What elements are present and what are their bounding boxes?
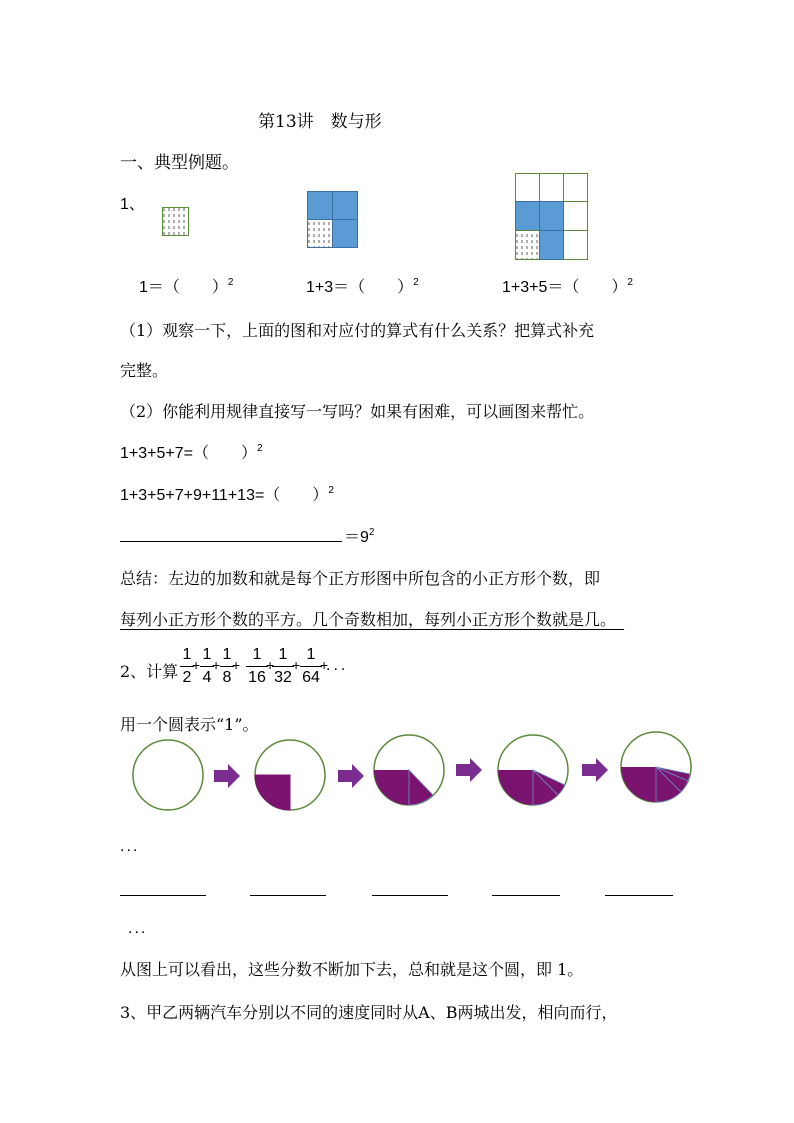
numerator: 1 (306, 646, 316, 663)
plus-sign: + (266, 657, 275, 673)
answer-blank-line[interactable] (120, 541, 342, 542)
sector (621, 767, 656, 802)
page-title: 第13讲 数与形 (258, 112, 382, 132)
plus-sign: + (212, 657, 221, 673)
denominator: 8 (222, 669, 232, 686)
ellipsis-1: ... (120, 838, 140, 855)
conclusion: 从图上可以看出，这些分数不断加下去，总和就是这个圆，即 1。 (120, 960, 584, 979)
answer-blank-2[interactable] (250, 895, 326, 896)
plus-sign: + (292, 657, 301, 673)
equation-3: 1+3+5＝（ ）$^2$ (502, 277, 633, 296)
dotted-square (516, 231, 540, 260)
fraction-5 (272, 646, 294, 687)
arrow-icon (456, 758, 482, 782)
blue-square (333, 220, 358, 248)
equation-2: 1+3＝（ ）$^2$ (306, 277, 419, 296)
sector (374, 770, 409, 805)
answer-blank-1[interactable] (120, 895, 206, 896)
formula-1: 1+3+5+7=（ ）$^2$ (120, 443, 263, 462)
question-1-number: 1、 (120, 196, 145, 213)
blue-square (308, 192, 333, 220)
numerator: 1 (222, 646, 232, 663)
numerator: 1 (182, 646, 192, 663)
blue-square (516, 202, 540, 231)
blue-square (540, 202, 564, 231)
denominator: 2 (182, 669, 192, 686)
circle-intro: 用一个圆表示“1”。 (120, 715, 259, 734)
numerator: 1 (202, 646, 212, 663)
answer-blank-4[interactable] (492, 895, 560, 896)
sector (498, 770, 533, 805)
fraction-4 (246, 646, 268, 687)
question-1-part-1-line-2: 完整。 (120, 361, 169, 380)
plus-sign: + (192, 657, 201, 673)
equation-1: 1＝（ ）$^2$ (139, 277, 234, 296)
fraction-6 (300, 646, 322, 687)
square-figure-2 (307, 191, 359, 249)
ellipsis-2: ... (128, 920, 148, 937)
square-figure-1 (162, 207, 190, 237)
series-ellipsis: ... (326, 657, 349, 674)
summary-line-2: 每列小正方形个数的平方。几个奇数相加，每列小正方形个数就是几。 (120, 610, 609, 629)
dotted-square (163, 208, 189, 236)
full-circle (133, 740, 203, 810)
formula-2: 1+3+5+7+9+11+13=（ ）$^2$ (120, 485, 334, 504)
numerator: 1 (278, 646, 288, 663)
question-3: 3、甲乙两辆汽车分别以不同的速度同时从A、B两城出发，相向而行， (120, 1003, 618, 1022)
answer-blank-3[interactable] (372, 895, 448, 896)
denominator: 4 (202, 669, 212, 686)
answer-blank-5[interactable] (605, 895, 673, 896)
question-1-part-2: （2）你能利用规律直接写一写吗？如果有困难，可以画图来帮忙。 (120, 402, 595, 421)
denominator: 16 (248, 669, 266, 686)
blue-square (333, 192, 358, 220)
plus-sign: + (232, 657, 241, 673)
plus-sign: + (320, 657, 329, 673)
section-heading: 一、典型例题。 (120, 153, 239, 173)
quarter-sector (255, 775, 290, 810)
denominator: 64 (302, 669, 320, 686)
numerator: 1 (252, 646, 262, 663)
arrow-icon (214, 764, 240, 788)
dotted-square (308, 220, 333, 248)
formula-3: $=9^2$ (344, 527, 375, 546)
arrow-icon (338, 764, 364, 788)
denominator: 32 (274, 669, 292, 686)
circle-sequence (130, 730, 700, 830)
blue-square (540, 231, 564, 260)
question-1-part-1-line-1: （1）观察一下，上面的图和对应付的算式有什么关系？把算式补充 (120, 321, 595, 340)
summary-line-1: 总结：左边的加数和就是每个正方形图中所包含的小正方形个数，即 (120, 569, 601, 588)
question-2-label: 2、计算 (120, 662, 179, 681)
square-figure-3 (515, 173, 589, 261)
arrow-icon (582, 758, 608, 782)
